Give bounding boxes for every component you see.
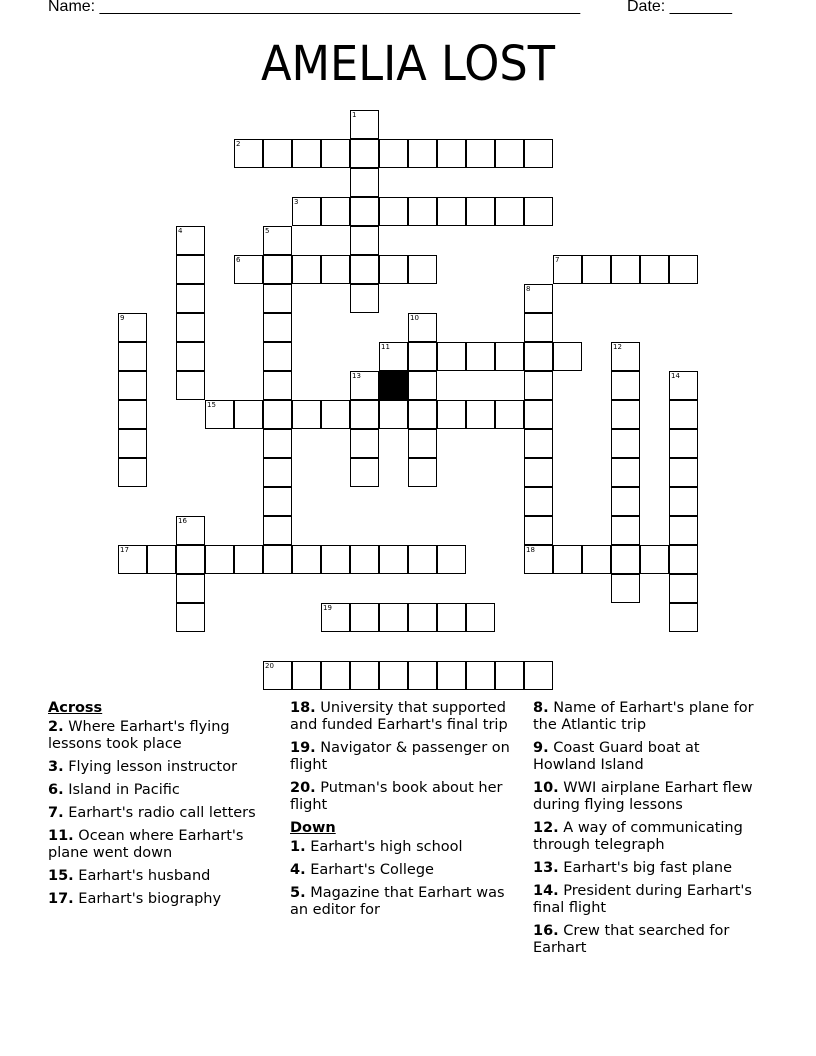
grid-cell[interactable] <box>263 255 292 284</box>
grid-cell[interactable] <box>466 139 495 168</box>
across-clue: 6. Island in Pacific <box>48 782 180 798</box>
clue-number: 4 <box>178 227 183 235</box>
grid-cell[interactable] <box>263 429 292 458</box>
grid-cell[interactable] <box>292 197 321 226</box>
grid-cell[interactable] <box>524 458 553 487</box>
grid-cell[interactable] <box>524 516 553 545</box>
grid-cell[interactable] <box>176 313 205 342</box>
clue-number: 7 <box>555 256 560 264</box>
grid-cell[interactable] <box>118 313 147 342</box>
grid-cell[interactable] <box>321 400 350 429</box>
grid-cell[interactable] <box>408 342 437 371</box>
grid-cell[interactable] <box>669 603 698 632</box>
grid-cell[interactable] <box>292 545 321 574</box>
down-clue: 13. Earhart's big fast plane <box>533 860 733 876</box>
grid-cell[interactable] <box>176 284 205 313</box>
grid-cell[interactable] <box>118 458 147 487</box>
grid-cell[interactable] <box>466 661 495 690</box>
grid-cell[interactable] <box>669 487 698 516</box>
grid-cell[interactable] <box>350 284 379 313</box>
grid-cell[interactable] <box>118 545 147 574</box>
grid-cell[interactable] <box>669 429 698 458</box>
grid-cell[interactable] <box>408 400 437 429</box>
grid-cell[interactable] <box>176 516 205 545</box>
across-heading: Across <box>48 700 103 716</box>
grid-cell[interactable] <box>437 197 466 226</box>
grid-cell[interactable] <box>321 603 350 632</box>
grid-cell[interactable] <box>524 197 553 226</box>
down-clue: 12. A way of communicating through telegraph <box>533 820 743 853</box>
clue-number: 12 <box>613 343 622 351</box>
grid-cell[interactable] <box>466 342 495 371</box>
grid-cell[interactable] <box>263 400 292 429</box>
clue-number: 9 <box>120 314 125 322</box>
grid-cell[interactable] <box>379 603 408 632</box>
clue-number: 10 <box>410 314 419 322</box>
grid-cell[interactable] <box>263 313 292 342</box>
grid-cell[interactable] <box>669 371 698 400</box>
down-clue: 4. Earhart's College <box>290 862 434 878</box>
grid-cell[interactable] <box>176 545 205 574</box>
grid-cell[interactable] <box>495 400 524 429</box>
grid-cell[interactable] <box>118 342 147 371</box>
clue-number: 13 <box>352 372 361 380</box>
grid-cell[interactable] <box>669 545 698 574</box>
grid-cell[interactable] <box>176 226 205 255</box>
grid-cell[interactable] <box>350 603 379 632</box>
grid-cell[interactable] <box>263 661 292 690</box>
across-clue: 2. Where Earhart's flying lessons took place <box>48 719 230 752</box>
grid-cell[interactable] <box>524 139 553 168</box>
clue-number: 3 <box>294 198 299 206</box>
grid-cell[interactable] <box>466 400 495 429</box>
grid-cell[interactable] <box>437 139 466 168</box>
grid-cell[interactable] <box>321 545 350 574</box>
clue-number: 5 <box>265 227 270 235</box>
clue-number: 15 <box>207 401 216 409</box>
grid-cell[interactable] <box>292 400 321 429</box>
grid-cell[interactable] <box>321 661 350 690</box>
grid-cell[interactable] <box>611 255 640 284</box>
grid-cell[interactable] <box>321 197 350 226</box>
grid-cell[interactable] <box>234 255 263 284</box>
grid-cell[interactable] <box>350 458 379 487</box>
grid-cell[interactable] <box>176 574 205 603</box>
grid-cell[interactable] <box>263 284 292 313</box>
grid-cell[interactable] <box>176 255 205 284</box>
grid-cell[interactable] <box>669 255 698 284</box>
grid-cell[interactable] <box>176 603 205 632</box>
grid-cell[interactable] <box>408 313 437 342</box>
grid-cell[interactable] <box>582 255 611 284</box>
grid-cell[interactable] <box>408 661 437 690</box>
clue-number: 19 <box>323 604 332 612</box>
grid-cell[interactable] <box>495 139 524 168</box>
across-clue: 7. Earhart's radio call letters <box>48 805 256 821</box>
grid-cell[interactable] <box>350 545 379 574</box>
page-title: AMELIA LOST <box>260 36 556 92</box>
grid-cell[interactable] <box>611 342 640 371</box>
grid-cell[interactable] <box>611 516 640 545</box>
clue-number: 20 <box>265 662 274 670</box>
grid-cell[interactable] <box>205 400 234 429</box>
grid-cell[interactable] <box>553 342 582 371</box>
grid-cell[interactable] <box>495 197 524 226</box>
grid-cell[interactable] <box>611 574 640 603</box>
across-clue: 11. Ocean where Earhart's plane went down <box>48 828 244 861</box>
across-clue: 20. Putman's book about her flight <box>290 780 503 813</box>
clue-number: 11 <box>381 343 390 351</box>
grid-cell[interactable] <box>176 342 205 371</box>
grid-cell[interactable] <box>292 139 321 168</box>
down-clue: 10. WWI airplane Earhart flew during flying lessons <box>533 780 753 813</box>
grid-cell[interactable] <box>234 400 263 429</box>
grid-cell[interactable] <box>466 197 495 226</box>
down-clue: 16. Crew that searched for Earhart <box>533 923 730 956</box>
grid-cell[interactable] <box>292 661 321 690</box>
clue-number: 17 <box>120 546 129 554</box>
grid-cell[interactable] <box>234 545 263 574</box>
across-clue: 3. Flying lesson instructor <box>48 759 238 775</box>
grid-cell[interactable] <box>437 603 466 632</box>
grid-cell[interactable] <box>640 545 669 574</box>
grid-cell[interactable] <box>524 429 553 458</box>
down-clue: 1. Earhart's high school <box>290 839 463 855</box>
grid-cell[interactable] <box>408 197 437 226</box>
grid-cell[interactable] <box>437 661 466 690</box>
grid-cell[interactable] <box>495 661 524 690</box>
down-clue: 14. President during Earhart's final flight <box>533 883 752 916</box>
grid-cell[interactable] <box>669 458 698 487</box>
grid-cell[interactable] <box>350 197 379 226</box>
grid-cell[interactable] <box>205 545 234 574</box>
grid-cell[interactable] <box>321 139 350 168</box>
grid-cell[interactable] <box>263 226 292 255</box>
grid-cell[interactable] <box>350 139 379 168</box>
grid-cell[interactable] <box>350 110 379 139</box>
date-field-label[interactable]: Date: _______ <box>627 0 732 15</box>
grid-cell[interactable] <box>524 400 553 429</box>
grid-cell[interactable] <box>495 342 524 371</box>
down-clue-list <box>290 839 522 919</box>
grid-cell[interactable] <box>263 487 292 516</box>
grid-cell[interactable] <box>524 661 553 690</box>
grid-cell[interactable] <box>524 545 553 574</box>
grid-cell[interactable] <box>263 139 292 168</box>
across-clue-list-continued <box>290 700 522 814</box>
clue-column-1 <box>48 700 268 914</box>
across-clue: 18. University that supported and funded Earhart's final trip <box>290 700 508 733</box>
grid-cell[interactable] <box>408 139 437 168</box>
grid-cell[interactable] <box>118 429 147 458</box>
clue-number: 1 <box>352 111 357 119</box>
grid-cell[interactable] <box>611 371 640 400</box>
down-clue: 8. Name of Earhart's plane for the Atlantic trip <box>533 700 754 733</box>
grid-cell[interactable] <box>350 226 379 255</box>
grid-cell[interactable] <box>408 458 437 487</box>
clue-column-3 <box>533 700 763 963</box>
across-clue: 19. Navigator & passenger on flight <box>290 740 510 773</box>
grid-cell[interactable] <box>640 255 669 284</box>
down-clue-list-continued <box>533 700 763 957</box>
grid-cell[interactable] <box>524 487 553 516</box>
grid-cell[interactable] <box>408 255 437 284</box>
grid-cell[interactable] <box>350 429 379 458</box>
grid-cell[interactable] <box>118 400 147 429</box>
grid-cell[interactable] <box>263 545 292 574</box>
grid-cell[interactable] <box>553 545 582 574</box>
grid-cell[interactable] <box>669 400 698 429</box>
grid-cell[interactable] <box>553 255 582 284</box>
clue-number: 16 <box>178 517 187 525</box>
grid-cell[interactable] <box>379 255 408 284</box>
clue-number: 14 <box>671 372 680 380</box>
grid-cell[interactable] <box>350 371 379 400</box>
grid-cell[interactable] <box>350 255 379 284</box>
across-clue: 15. Earhart's husband <box>48 868 211 884</box>
grid-cell[interactable] <box>611 487 640 516</box>
grid-cell[interactable] <box>379 545 408 574</box>
grid-cell[interactable] <box>669 516 698 545</box>
grid-cell[interactable] <box>669 574 698 603</box>
across-clue-list <box>48 719 268 908</box>
grid-cell[interactable] <box>263 342 292 371</box>
grid-cell[interactable] <box>524 313 553 342</box>
black-cell <box>379 371 408 400</box>
down-clue: 9. Coast Guard boat at Howland Island <box>533 740 700 773</box>
down-heading: Down <box>290 820 336 836</box>
clue-number: 18 <box>526 546 535 554</box>
grid-cell[interactable] <box>263 371 292 400</box>
grid-cell[interactable] <box>176 371 205 400</box>
grid-cell[interactable] <box>321 255 350 284</box>
grid-cell[interactable] <box>582 545 611 574</box>
grid-cell[interactable] <box>379 400 408 429</box>
grid-cell[interactable] <box>379 197 408 226</box>
grid-cell[interactable] <box>379 342 408 371</box>
clue-number: 8 <box>526 285 531 293</box>
grid-cell[interactable] <box>611 429 640 458</box>
grid-cell[interactable] <box>118 371 147 400</box>
grid-cell[interactable] <box>350 400 379 429</box>
grid-cell[interactable] <box>350 661 379 690</box>
grid-cell[interactable] <box>408 603 437 632</box>
grid-cell[interactable] <box>437 400 466 429</box>
grid-cell[interactable] <box>437 545 466 574</box>
grid-cell[interactable] <box>292 255 321 284</box>
grid-cell[interactable] <box>234 139 263 168</box>
grid-cell[interactable] <box>408 545 437 574</box>
grid-cell[interactable] <box>611 400 640 429</box>
grid-cell[interactable] <box>524 284 553 313</box>
grid-cell[interactable] <box>466 603 495 632</box>
grid-cell[interactable] <box>147 545 176 574</box>
grid-cell[interactable] <box>379 661 408 690</box>
grid-cell[interactable] <box>524 371 553 400</box>
grid-cell[interactable] <box>350 168 379 197</box>
grid-cell[interactable] <box>611 458 640 487</box>
grid-cell[interactable] <box>263 516 292 545</box>
grid-cell[interactable] <box>379 139 408 168</box>
grid-cell[interactable] <box>408 429 437 458</box>
grid-cell[interactable] <box>437 342 466 371</box>
across-clue: 17. Earhart's biography <box>48 891 222 907</box>
clue-column-2 <box>290 700 522 925</box>
down-clue: 5. Magazine that Earhart was an editor for <box>290 885 505 918</box>
grid-cell[interactable] <box>524 342 553 371</box>
name-field-label[interactable]: Name: ______________________________________________________ <box>48 0 581 15</box>
grid-cell[interactable] <box>263 458 292 487</box>
clue-number: 2 <box>236 140 241 148</box>
grid-cell[interactable] <box>611 545 640 574</box>
grid-cell[interactable] <box>408 371 437 400</box>
clue-number: 6 <box>236 256 241 264</box>
